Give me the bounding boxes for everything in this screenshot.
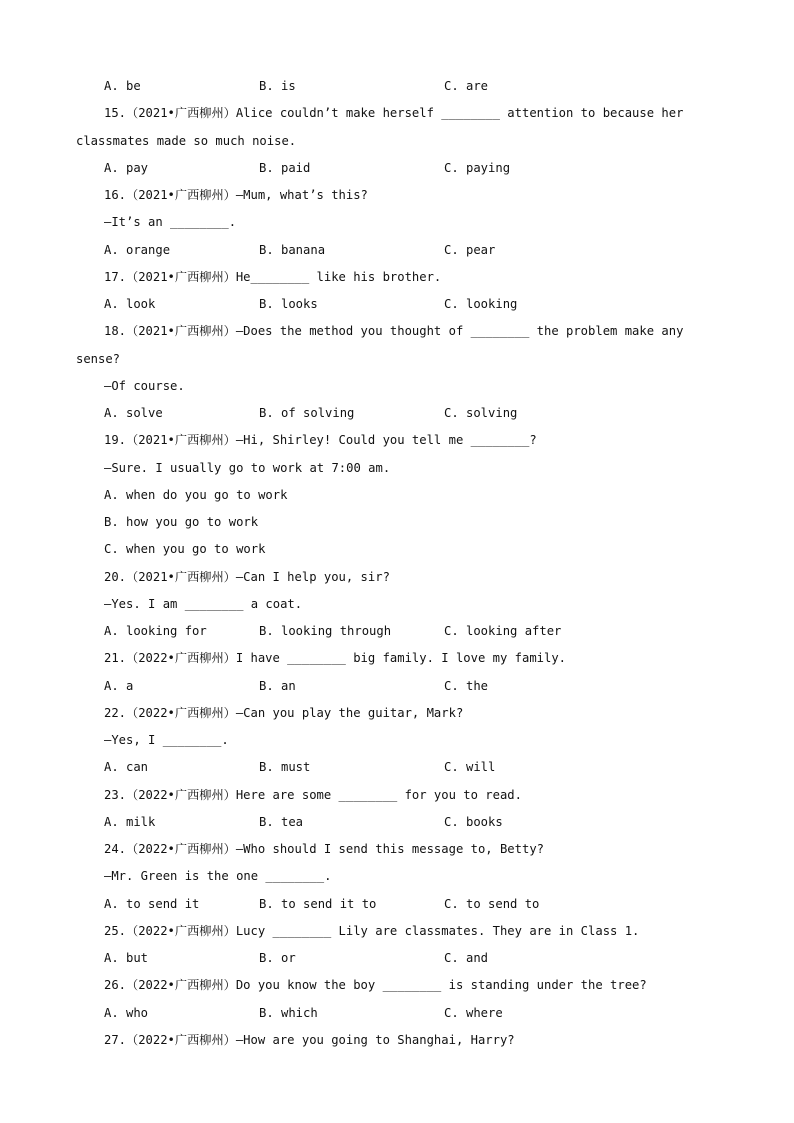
question-23-option-a: A. milk bbox=[104, 814, 156, 829]
question-22-line: —Yes, I ________. bbox=[104, 733, 229, 747]
question-18-option-a: A. solve bbox=[104, 406, 163, 420]
question-19-line: 19.（2021•广西柳州）—Hi, Shirley! Could you tell me ________? bbox=[104, 433, 537, 448]
question-15-line: classmates made so much noise. bbox=[76, 133, 297, 148]
question-15-option-b: B. paid bbox=[259, 160, 311, 175]
question-17-line: 17.（2021•广西柳州）He________ like his brother. bbox=[104, 269, 442, 284]
question-19-option-c: C. when you go to work bbox=[104, 542, 266, 557]
question-24-option-b: B. to send it to bbox=[259, 896, 377, 911]
question-21-option-c: C. the bbox=[444, 678, 489, 693]
question-16-line: —It’s an ________. bbox=[104, 215, 237, 230]
question-22-line: 22.（2022•广西柳州）—Can you play the guitar, Mark? bbox=[104, 705, 464, 720]
question-22-option-c: C. will bbox=[444, 760, 496, 775]
question-15-option-c: C. paying bbox=[444, 160, 511, 175]
question-16-option-c: C. pear bbox=[444, 242, 496, 257]
question-24-line: 24.（2022•广西柳州）—Who should I send this message to, Betty? bbox=[104, 842, 544, 856]
question-15-option-a: A. pay bbox=[104, 160, 149, 175]
question-19-option-b: B. how you go to work bbox=[104, 515, 259, 529]
question-18-option-b: B. of solving bbox=[259, 406, 355, 420]
question-17-option-a: A. look bbox=[104, 297, 156, 311]
question-26-option-b: B. which bbox=[259, 1005, 318, 1020]
question-25-option-a: A. but bbox=[104, 951, 149, 965]
question-26-option-a: A. who bbox=[104, 1005, 149, 1020]
question-27-line: 27.（2022•广西柳州）—How are you going to Shanghai, Harry? bbox=[104, 1032, 515, 1047]
question-23-option-b: B. tea bbox=[259, 814, 304, 829]
question-23-option-c: C. books bbox=[444, 814, 503, 829]
question-continued-option-c: C. are bbox=[444, 79, 489, 93]
question-25-line: 25.（2022•广西柳州）Lucy ________ Lily are classmates. They are in Class 1. bbox=[104, 923, 640, 938]
question-18-line: 18.（2021•广西柳州）—Does the method you thought of ________ the problem make any bbox=[104, 324, 684, 339]
question-16-option-a: A. orange bbox=[104, 242, 171, 257]
question-20-option-c: C. looking after bbox=[444, 624, 562, 638]
question-16-option-b: B. banana bbox=[259, 242, 326, 257]
question-26-line: 26.（2022•广西柳州）Do you know the boy ________ is standing under the tree? bbox=[104, 978, 647, 993]
question-25-option-b: B. or bbox=[259, 951, 296, 965]
question-20-line: 20.（2021•广西柳州）—Can I help you, sir? bbox=[104, 569, 390, 584]
question-19-option-a: A. when do you go to work bbox=[104, 487, 288, 502]
question-25-option-c: C. and bbox=[444, 951, 489, 965]
question-18-line: —Of course. bbox=[104, 378, 185, 393]
question-18-line: sense? bbox=[76, 351, 121, 366]
question-21-option-a: A. a bbox=[104, 678, 134, 693]
question-24-option-a: A. to send it bbox=[104, 896, 200, 911]
question-21-line: 21.（2022•广西柳州）I have ________ big family. I love my family. bbox=[104, 651, 567, 666]
question-16-line: 16.（2021•广西柳州）—Mum, what’s this? bbox=[104, 188, 368, 202]
question-19-line: —Sure. I usually go to work at 7:00 am. bbox=[104, 460, 391, 475]
question-23-line: 23.（2022•广西柳州）Here are some ________ for you to read. bbox=[104, 787, 522, 802]
question-15-line: 15.（2021•广西柳州）Alice couldn’t make herself ________ attention to because her bbox=[104, 106, 684, 121]
question-20-option-a: A. looking for bbox=[104, 624, 207, 638]
question-26-option-c: C. where bbox=[444, 1005, 503, 1020]
question-17-option-c: C. looking bbox=[444, 297, 518, 311]
question-continued-option-b: B. is bbox=[259, 79, 296, 93]
question-20-line: —Yes. I am ________ a coat. bbox=[104, 596, 303, 611]
question-22-option-a: A. can bbox=[104, 760, 149, 775]
question-24-line: —Mr. Green is the one ________. bbox=[104, 869, 332, 884]
question-18-option-c: C. solving bbox=[444, 406, 518, 420]
question-20-option-b: B. looking through bbox=[259, 624, 392, 638]
question-21-option-b: B. an bbox=[259, 678, 296, 693]
question-22-option-b: B. must bbox=[259, 760, 311, 775]
question-24-option-c: C. to send to bbox=[444, 896, 540, 911]
question-continued-option-a: A. be bbox=[104, 79, 141, 93]
question-17-option-b: B. looks bbox=[259, 297, 318, 311]
